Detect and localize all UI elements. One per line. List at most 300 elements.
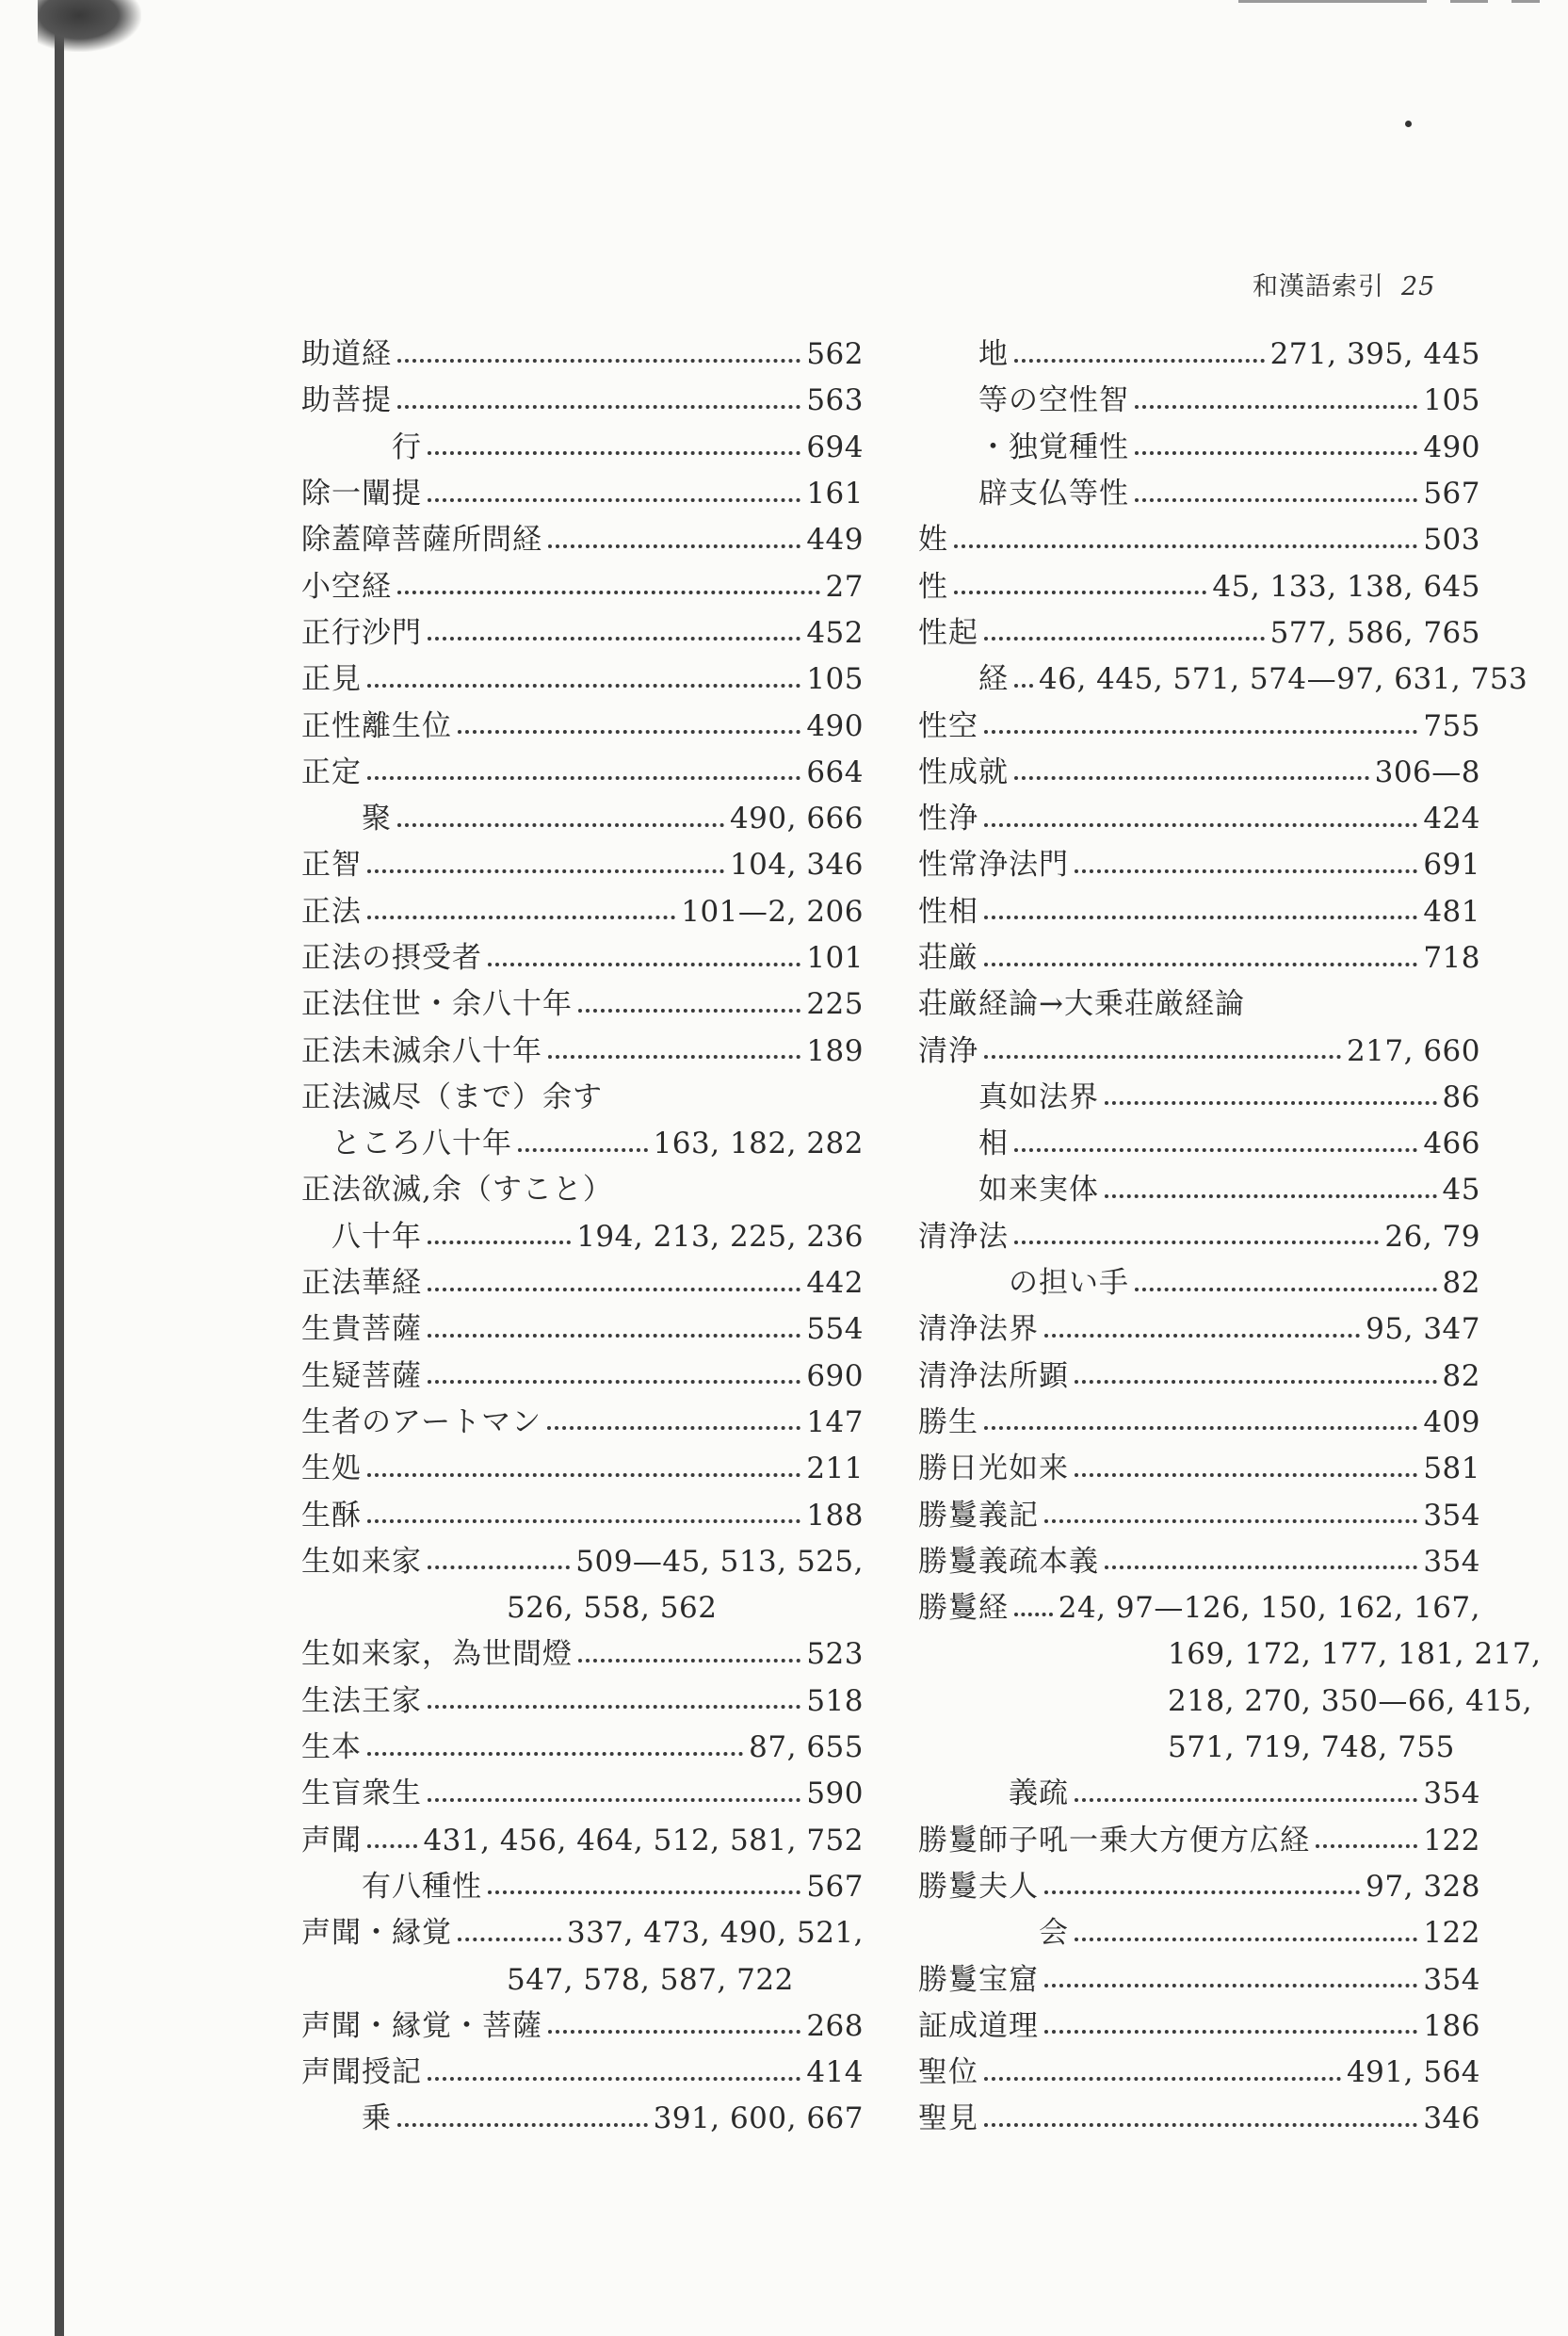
page-reference: 337, 473, 490, 521, [566,1916,864,1951]
index-entry [918,1585,1480,1631]
index-term: 勝生 [918,1404,978,1439]
dot-leader [1135,1284,1437,1291]
ink-speck [1405,121,1412,127]
page-reference: 491, 564 [1346,2055,1480,2090]
index-term: 清浄 [918,1033,978,1068]
index-entry [918,2050,1480,2096]
dot-leader [428,1330,800,1338]
dot-leader [548,541,800,548]
index-term: 真如法界 [978,1079,1099,1114]
page-reference: 690 [806,1358,864,1393]
index-term: 声聞・縁覚・菩薩 [301,2008,542,2043]
dot-leader [367,1748,743,1756]
index-entry [301,1539,864,1585]
index-entry [918,1306,1480,1353]
dot-leader [1075,1376,1437,1384]
page-reference: 691 [1423,848,1480,883]
index-entry [918,1818,1480,1864]
index-term: 乗 [362,2101,392,2136]
dot-leader [367,772,800,780]
index-term: 正法華経 [301,1266,422,1301]
index-entry [301,425,864,471]
dot-leader [547,1422,800,1430]
index-term: 清浄法 [918,1219,1009,1254]
page-reference: 45 [1442,1173,1480,1208]
index-entry [918,1446,1480,1492]
page-reference: 217, 660 [1346,1033,1480,1068]
page-reference: 567 [806,1869,864,1904]
dot-leader [1044,1330,1360,1338]
index-term: 正定 [301,754,362,789]
index-entry [301,1864,864,1910]
dot-leader [548,2026,800,2034]
index-term: 地 [978,337,1009,372]
index-entry [918,1214,1480,1260]
index-term: 荘厳 [918,941,978,975]
dot-leader [367,1469,800,1477]
index-term: 正法の摂受者 [301,941,482,975]
dot-leader [954,541,1417,548]
index-entry [301,1260,864,1306]
page-reference: 490, 666 [729,802,864,836]
page-reference: 509—45, 513, 525, [575,1544,864,1579]
index-term: 聖見 [918,2101,978,2136]
dot-leader [1105,1562,1417,1569]
page-reference: 122 [1423,1823,1480,1857]
index-entry [918,796,1480,842]
dot-leader [428,447,800,455]
index-entry [918,935,1480,981]
page-reference: 414 [806,2055,864,2090]
top-rule [1238,0,1427,3]
index-term: ところ八十年 [331,1127,512,1161]
index-entry [918,563,1480,609]
index-entry [301,378,864,424]
index-term: 性成就 [918,754,1009,789]
dot-leader [1075,1934,1417,1941]
page-reference: 147 [806,1404,864,1439]
index-entry [918,1075,1480,1121]
index-entry [918,1167,1480,1213]
dot-leader [1075,1794,1417,1802]
index-entry [918,425,1480,471]
index-term: 勝鬘夫人 [918,1869,1039,1904]
index-entry [301,1585,864,1631]
dot-leader [954,587,1206,594]
index-term: 声聞・縁覚 [301,1916,452,1951]
page-reference: 577, 586, 765 [1269,615,1480,650]
page-reference: 45, 133, 138, 645 [1212,569,1480,604]
index-term: 生如来家，為世間燈 [301,1637,573,1672]
dot-leader [1044,1887,1360,1894]
index-term: 正法 [301,894,362,929]
index-entry [918,1771,1480,1817]
index-term: 聚 [362,802,392,836]
page-reference: 87, 655 [749,1730,864,1765]
index-term: 勝鬘師子吼一乗大方便方広経 [918,1823,1310,1857]
index-entry [301,981,864,1028]
index-term: 声聞 [301,1823,362,1857]
index-entry [918,610,1480,657]
index-entry [918,1354,1480,1400]
index-term: 除一闡提 [301,477,422,511]
page-reference: 590 [806,1776,864,1811]
index-entry [301,1400,864,1446]
dot-leader [984,633,1265,641]
index-term: 等の空性智 [978,383,1129,418]
index-term: 有八種性 [362,1869,482,1904]
page-reference: 211 [806,1452,864,1486]
dot-leader [548,1051,800,1059]
index-entry [918,981,1480,1028]
index-entry [301,703,864,749]
page-reference: 82 [1442,1358,1480,1393]
page-reference: 306—8 [1374,754,1480,789]
dot-leader [984,2073,1341,2081]
page-reference: 354 [1423,1962,1480,1997]
page-reference: 169, 172, 177, 181, 217, [1168,1637,1542,1672]
page-reference: 490 [806,708,864,743]
index-entry [918,1260,1480,1306]
index-entry [301,1492,864,1538]
index-entry [918,332,1480,378]
index-entry [918,1492,1480,1538]
index-term: 正法欲滅,余（すこと） [301,1173,613,1208]
dot-leader [397,401,800,409]
index-term: 正性離生位 [301,708,452,743]
index-term: 生疑菩薩 [301,1358,422,1393]
page-reference: 24, 97—126, 150, 162, 167, [1058,1591,1480,1626]
page-reference: 567 [1423,477,1480,511]
page-reference: 186 [1423,2008,1480,2043]
index-entry [301,1725,864,1771]
index-term: 助道経 [301,337,392,372]
page-reference: 122 [1423,1916,1480,1951]
page-reference: 218, 270, 350—66, 415, [1168,1683,1533,1718]
index-entry [301,1446,864,1492]
index-term: 性 [918,569,948,604]
index-entry [301,563,864,609]
index-entry [301,1956,864,2003]
index-entry [918,1725,1480,1771]
dot-leader [984,1051,1341,1059]
index-entry [301,1771,864,1817]
index-entry [918,1631,1542,1678]
index-entry [301,1354,864,1400]
page-reference: 554 [806,1312,864,1347]
index-entry [301,1306,864,1353]
dot-leader [578,1655,800,1663]
page-reference: 101 [806,941,864,975]
index-entry [301,2003,864,2050]
page-reference: 449 [806,523,864,558]
page-reference: 581 [1423,1452,1480,1486]
index-term: 経 [978,662,1009,697]
page-reference: 523 [806,1637,864,1672]
dot-leader [1105,1191,1437,1198]
index-entry [918,703,1480,749]
index-entry [301,1075,864,1121]
index-term: 生如来家 [301,1544,422,1579]
dot-leader [1075,866,1417,873]
running-header [1253,266,1435,302]
page-reference: 694 [806,430,864,464]
index-term: 正法滅尽（まで）余す [301,1079,603,1114]
page-reference: 26, 79 [1384,1219,1480,1254]
dot-leader [1135,447,1417,455]
header-title: 和漢語索引 [1253,272,1384,301]
page-reference: 562 [806,337,864,372]
page-reference: 452 [806,615,864,650]
index-entry [918,889,1480,935]
index-entry [301,1679,864,1725]
index-term: 正法住世・余八十年 [301,987,573,1022]
index-term: 性常浄法門 [918,848,1069,883]
index-entry [301,1631,864,1678]
page-reference: 97, 328 [1366,1869,1480,1904]
dot-leader [488,1887,800,1894]
index-term: 清浄法所顕 [918,1358,1069,1393]
index-entry [918,378,1480,424]
dot-leader [428,2073,800,2081]
index-entry [918,1910,1480,1956]
index-entry [918,1028,1480,1074]
dot-leader [984,819,1417,827]
index-term: 正行沙門 [301,615,422,650]
page-number: 25 [1401,272,1436,301]
page-reference: 188 [806,1498,864,1533]
index-term: 生法王家 [301,1683,422,1718]
page-reference: 194, 213, 225, 236 [576,1219,864,1254]
page-reference: 526, 558, 562 [507,1591,718,1626]
index-entry [918,2003,1480,2050]
index-term: 生盲衆生 [301,1776,422,1811]
index-term: 勝鬘経 [918,1591,1009,1626]
dot-leader [1044,2026,1417,2034]
index-term: 正見 [301,662,362,697]
index-term: 証成道理 [918,2008,1039,2043]
dot-leader [1316,1841,1417,1848]
dot-leader [1014,1609,1053,1616]
index-term: 性起 [918,615,978,650]
index-term: 生酥 [301,1498,362,1533]
index-term: 助菩提 [301,383,392,418]
index-term: 除蓋障菩薩所問経 [301,523,542,558]
index-term: ・独覚種性 [978,430,1129,464]
index-term: 声聞授記 [301,2055,422,2090]
index-term: 辟支仏等性 [978,477,1129,511]
index-entry [301,1214,864,1260]
dot-leader [518,1144,648,1152]
page-reference: 424 [1423,802,1480,836]
dot-leader [367,680,800,688]
index-entry [918,842,1480,888]
index-term: 会 [1039,1916,1069,1951]
index-entry [301,889,864,935]
page-reference: 82 [1442,1266,1480,1301]
dot-leader [1135,401,1417,409]
index-entry [301,750,864,796]
page-reference: 225 [806,987,864,1022]
index-entry [918,2096,1480,2142]
page-reference: 409 [1423,1404,1480,1439]
binding-smudge [38,0,141,52]
page-reference: 571, 719, 748, 755 [1168,1730,1455,1765]
index-term: 清浄法界 [918,1312,1039,1347]
index-entry [301,610,864,657]
dot-leader [428,633,800,641]
page-reference: 104, 346 [729,848,864,883]
page-reference: 268 [806,2008,864,2043]
dot-leader [1044,1516,1417,1523]
index-term: の担い手 [1009,1266,1129,1301]
index-term: 義疏 [1009,1776,1069,1811]
dot-leader [428,1562,570,1569]
page-reference: 563 [806,383,864,418]
dot-leader [984,1422,1417,1430]
page-reference: 354 [1423,1544,1480,1579]
dot-leader [1014,772,1369,780]
page-reference: 163, 182, 282 [653,1127,864,1161]
index-term: 生貴菩薩 [301,1312,422,1347]
page-reference: 547, 578, 587, 722 [507,1962,794,1997]
page-reference: 503 [1423,523,1480,558]
page-reference: 518 [806,1683,864,1718]
page-reference: 346 [1423,2101,1480,2136]
page-reference: 391, 600, 667 [653,2101,864,2136]
index-entry [918,471,1480,517]
dot-leader [984,912,1417,919]
page-reference: 490 [1423,430,1480,464]
index-entry [301,842,864,888]
page-reference: 161 [806,477,864,511]
index-term: 生本 [301,1730,362,1765]
index-entry [301,1910,864,1956]
index-entry [918,1956,1480,2003]
page-reference: 354 [1423,1498,1480,1533]
index-entry [301,2096,864,2142]
page-reference: 431, 456, 464, 512, 581, 752 [423,1823,864,1857]
dot-leader [1135,495,1417,502]
dot-leader [578,1005,800,1013]
index-term: 如来実体 [978,1173,1099,1208]
dot-leader [1075,1469,1417,1477]
index-entry [301,1121,864,1167]
dot-leader [367,866,724,873]
dot-leader [428,1237,571,1244]
index-entry [301,1028,864,1074]
dot-leader [1014,680,1033,688]
page-reference: 354 [1423,1776,1480,1811]
index-column-left [301,332,864,2143]
dot-leader [458,726,800,734]
page-reference: 271, 395, 445 [1269,337,1480,372]
index-term: 勝日光如来 [918,1452,1069,1486]
index-entry [301,657,864,703]
dot-leader [1105,1097,1437,1105]
top-rule [1511,0,1540,3]
index-term: 姓 [918,523,948,558]
index-term: 勝鬘義記 [918,1498,1039,1533]
dot-leader [428,1376,800,1384]
index-column-right [918,332,1542,2143]
index-entry [301,1818,864,1864]
page-reference: 95, 347 [1366,1312,1480,1347]
index-term: 生処 [301,1452,362,1486]
index-term: 性空 [918,708,978,743]
index-entry [918,1400,1480,1446]
dot-leader [367,1516,800,1523]
page-reference: 105 [806,662,864,697]
dot-leader [367,912,675,919]
dot-leader [984,959,1417,966]
index-term: 行 [392,430,422,464]
dot-leader [428,1794,800,1802]
dot-leader [1014,1237,1379,1244]
dot-leader [397,587,820,594]
dot-leader [428,1284,800,1291]
index-entry [918,750,1480,796]
index-term: 性浄 [918,802,978,836]
page-reference: 755 [1423,708,1480,743]
page-reference: 27 [825,569,864,604]
index-term: 勝鬘宝窟 [918,1962,1039,1997]
index-term: 性相 [918,894,978,929]
page-reference: 101—2, 206 [681,894,864,929]
dot-leader [367,1841,417,1848]
index-entry [301,796,864,842]
page-reference: 664 [806,754,864,789]
page-reference: 718 [1423,941,1480,975]
dot-leader [397,2119,648,2127]
page-reference: 466 [1423,1127,1480,1161]
dot-leader [1014,355,1265,363]
dot-leader [397,819,724,827]
page-reference: 86 [1442,1079,1480,1114]
top-rule [1450,0,1488,3]
index-term: 生者のアートマン [301,1404,542,1439]
index-entry [918,1679,1533,1725]
index-term: 荘厳経論→大乗荘厳経論 [918,987,1245,1022]
dot-leader [1014,1144,1417,1152]
index-term: 聖位 [918,2055,978,2090]
dot-leader [397,355,800,363]
dot-leader [458,1934,561,1941]
index-entry [301,1167,864,1213]
index-entry [918,517,1480,563]
index-entry [301,332,864,378]
index-term: 勝鬘義疏本義 [918,1544,1099,1579]
index-term: 相 [978,1127,1009,1161]
index-entry [918,1121,1480,1167]
page-reference: 46, 445, 571, 574—97, 631, 753 [1039,662,1528,697]
dot-leader [428,495,800,502]
page-reference: 189 [806,1033,864,1068]
index-entry [918,657,1528,703]
index-entry [301,471,864,517]
dot-leader [488,959,800,966]
binding-edge [55,0,64,2336]
page-reference: 442 [806,1266,864,1301]
index-entry [301,2050,864,2096]
index-term: 正法未滅余八十年 [301,1033,542,1068]
index-term: 小空経 [301,569,392,604]
index-term: 八十年 [331,1219,422,1254]
index-term: 正智 [301,848,362,883]
dot-leader [428,1701,800,1709]
index-entry [918,1864,1480,1910]
index-entry [918,1539,1480,1585]
